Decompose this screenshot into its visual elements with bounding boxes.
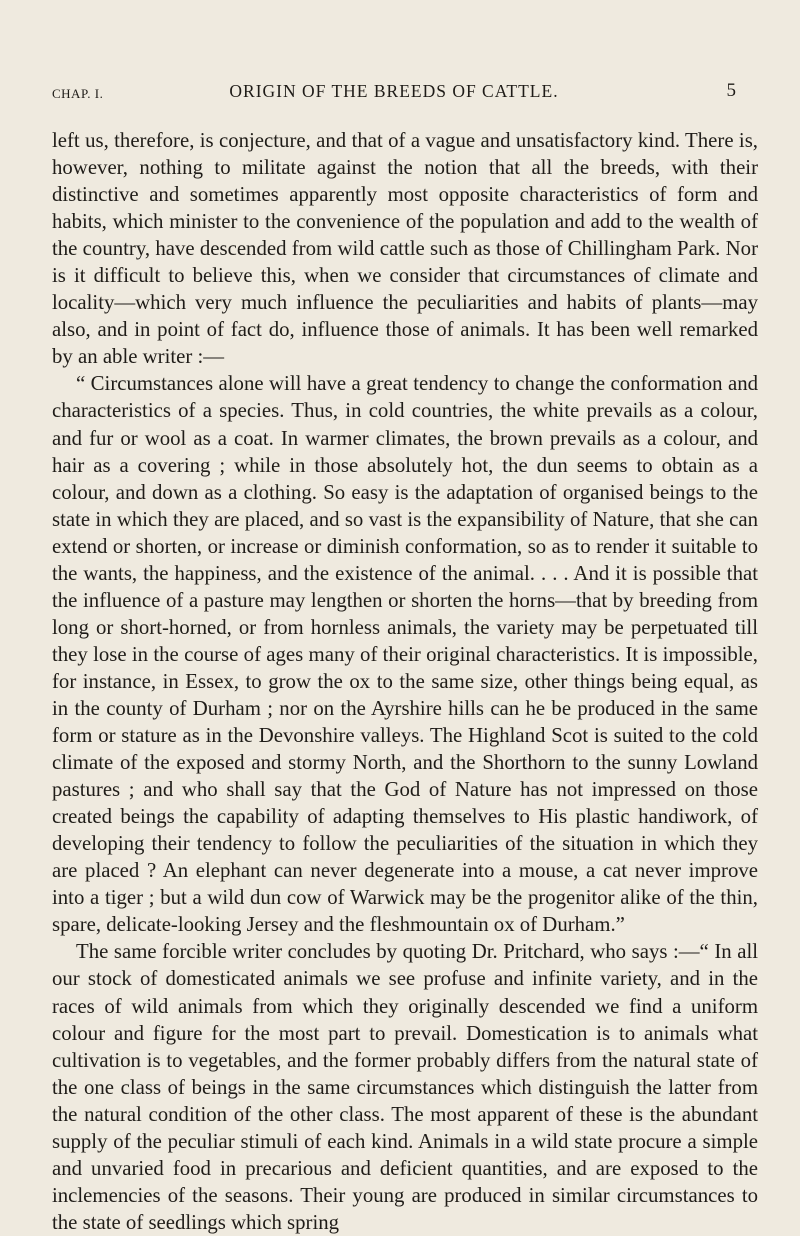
paragraph-1: left us, therefore, is conjecture, and that of a vague and unsatisfactory kind. There is, however, nothing to militate against the notion that all the breeds, with their distinctive and sometimes apparently most opposite characteristics of form and habits, which minister to the convenience of the population and add to the wealth of the country, have descended from wild cattle such as those of Chillingham Park. Nor is it difficult to believe this, when we consider that circumstances of climate and locality—which very much influence the peculiarities and habits of plants—may also, and in point of fact do, influence those of animals. It has been well remarked by an able writer :—	[52, 129, 758, 369]
paragraph-2-quotation: “ Circumstances alone will have a great tendency to change the conformation and characteristics of a species. Thus, in cold countries, the white prevails as a colour, and fur or wool as a coat. In warmer climates, the brown prevails as a colour, and hair as a covering ; while in those absolutely hot, the dun seems to obtain as a colour, and down as a clothing. So easy is the adaptation of organised beings to the state in which they are placed, and so vast is the expansibility of Nature, that she can extend or shorten, or increase or diminish conformation, so as to render it suitable to the wants, the happiness, and the existence of the animal. . . . And it is possible that the influence of a pasture may lengthen or shorten the horns—that by breeding from long or short-horned, or from hornless animals, the variety may be perpetuated till they lose in the course of ages many of their original characteristics. It is impossible, for instance, in Essex, to grow the ox to the same size, other things being equal, as in the county of Durham ; nor on the Ayrshire hills can he be produced in the same form or stature as in the Devonshire valleys. The Highland Scot is suited to the cold climate of the exposed and stormy North, and the Shorthorn to the sunny Lowland pastures ; and who shall say that the God of Nature has not impressed on those created beings the capability of adapting themselves to His plastic handiwork, of developing their tendency to follow the peculiarities of the situation in which they are placed ? An elephant can never degenerate into a mouse, a cat never improve into a tiger ; but a wild dun cow of Warwick may be the progenitor alike of the thin, spare, delicate-looking Jersey and the fleshmountain ox of Durham.”	[52, 372, 758, 937]
running-head	[52, 80, 736, 104]
paragraph-3: The same forcible writer concludes by quoting Dr. Pritchard, who says :—“ In all our stock of domesticated animals we see profuse and infinite variety, and in the races of wild animals from which they originally descended we find a uniform colour and figure for the most part to prevail. Domestication is to animals what cultivation is to vegetables, and the former probably differs from the natural state of the one class of beings in the same circumstances which distinguish the latter from the natural condition of the other class. The most apparent of these is the abundant supply of the peculiar stimuli of each kind. Animals in a wild state procure a simple and unvaried food in precarious and deficient quantities, and are exposed to the inclemencies of the seasons. Their young are produced in similar circumstances to the state of seedlings which spring	[52, 940, 758, 1234]
page-number: 5	[726, 80, 736, 101]
chapter-label: CHAP. I.	[52, 86, 104, 101]
running-title: ORIGIN OF THE BREEDS OF CATTLE.	[229, 81, 559, 101]
body-text	[52, 127, 758, 1236]
